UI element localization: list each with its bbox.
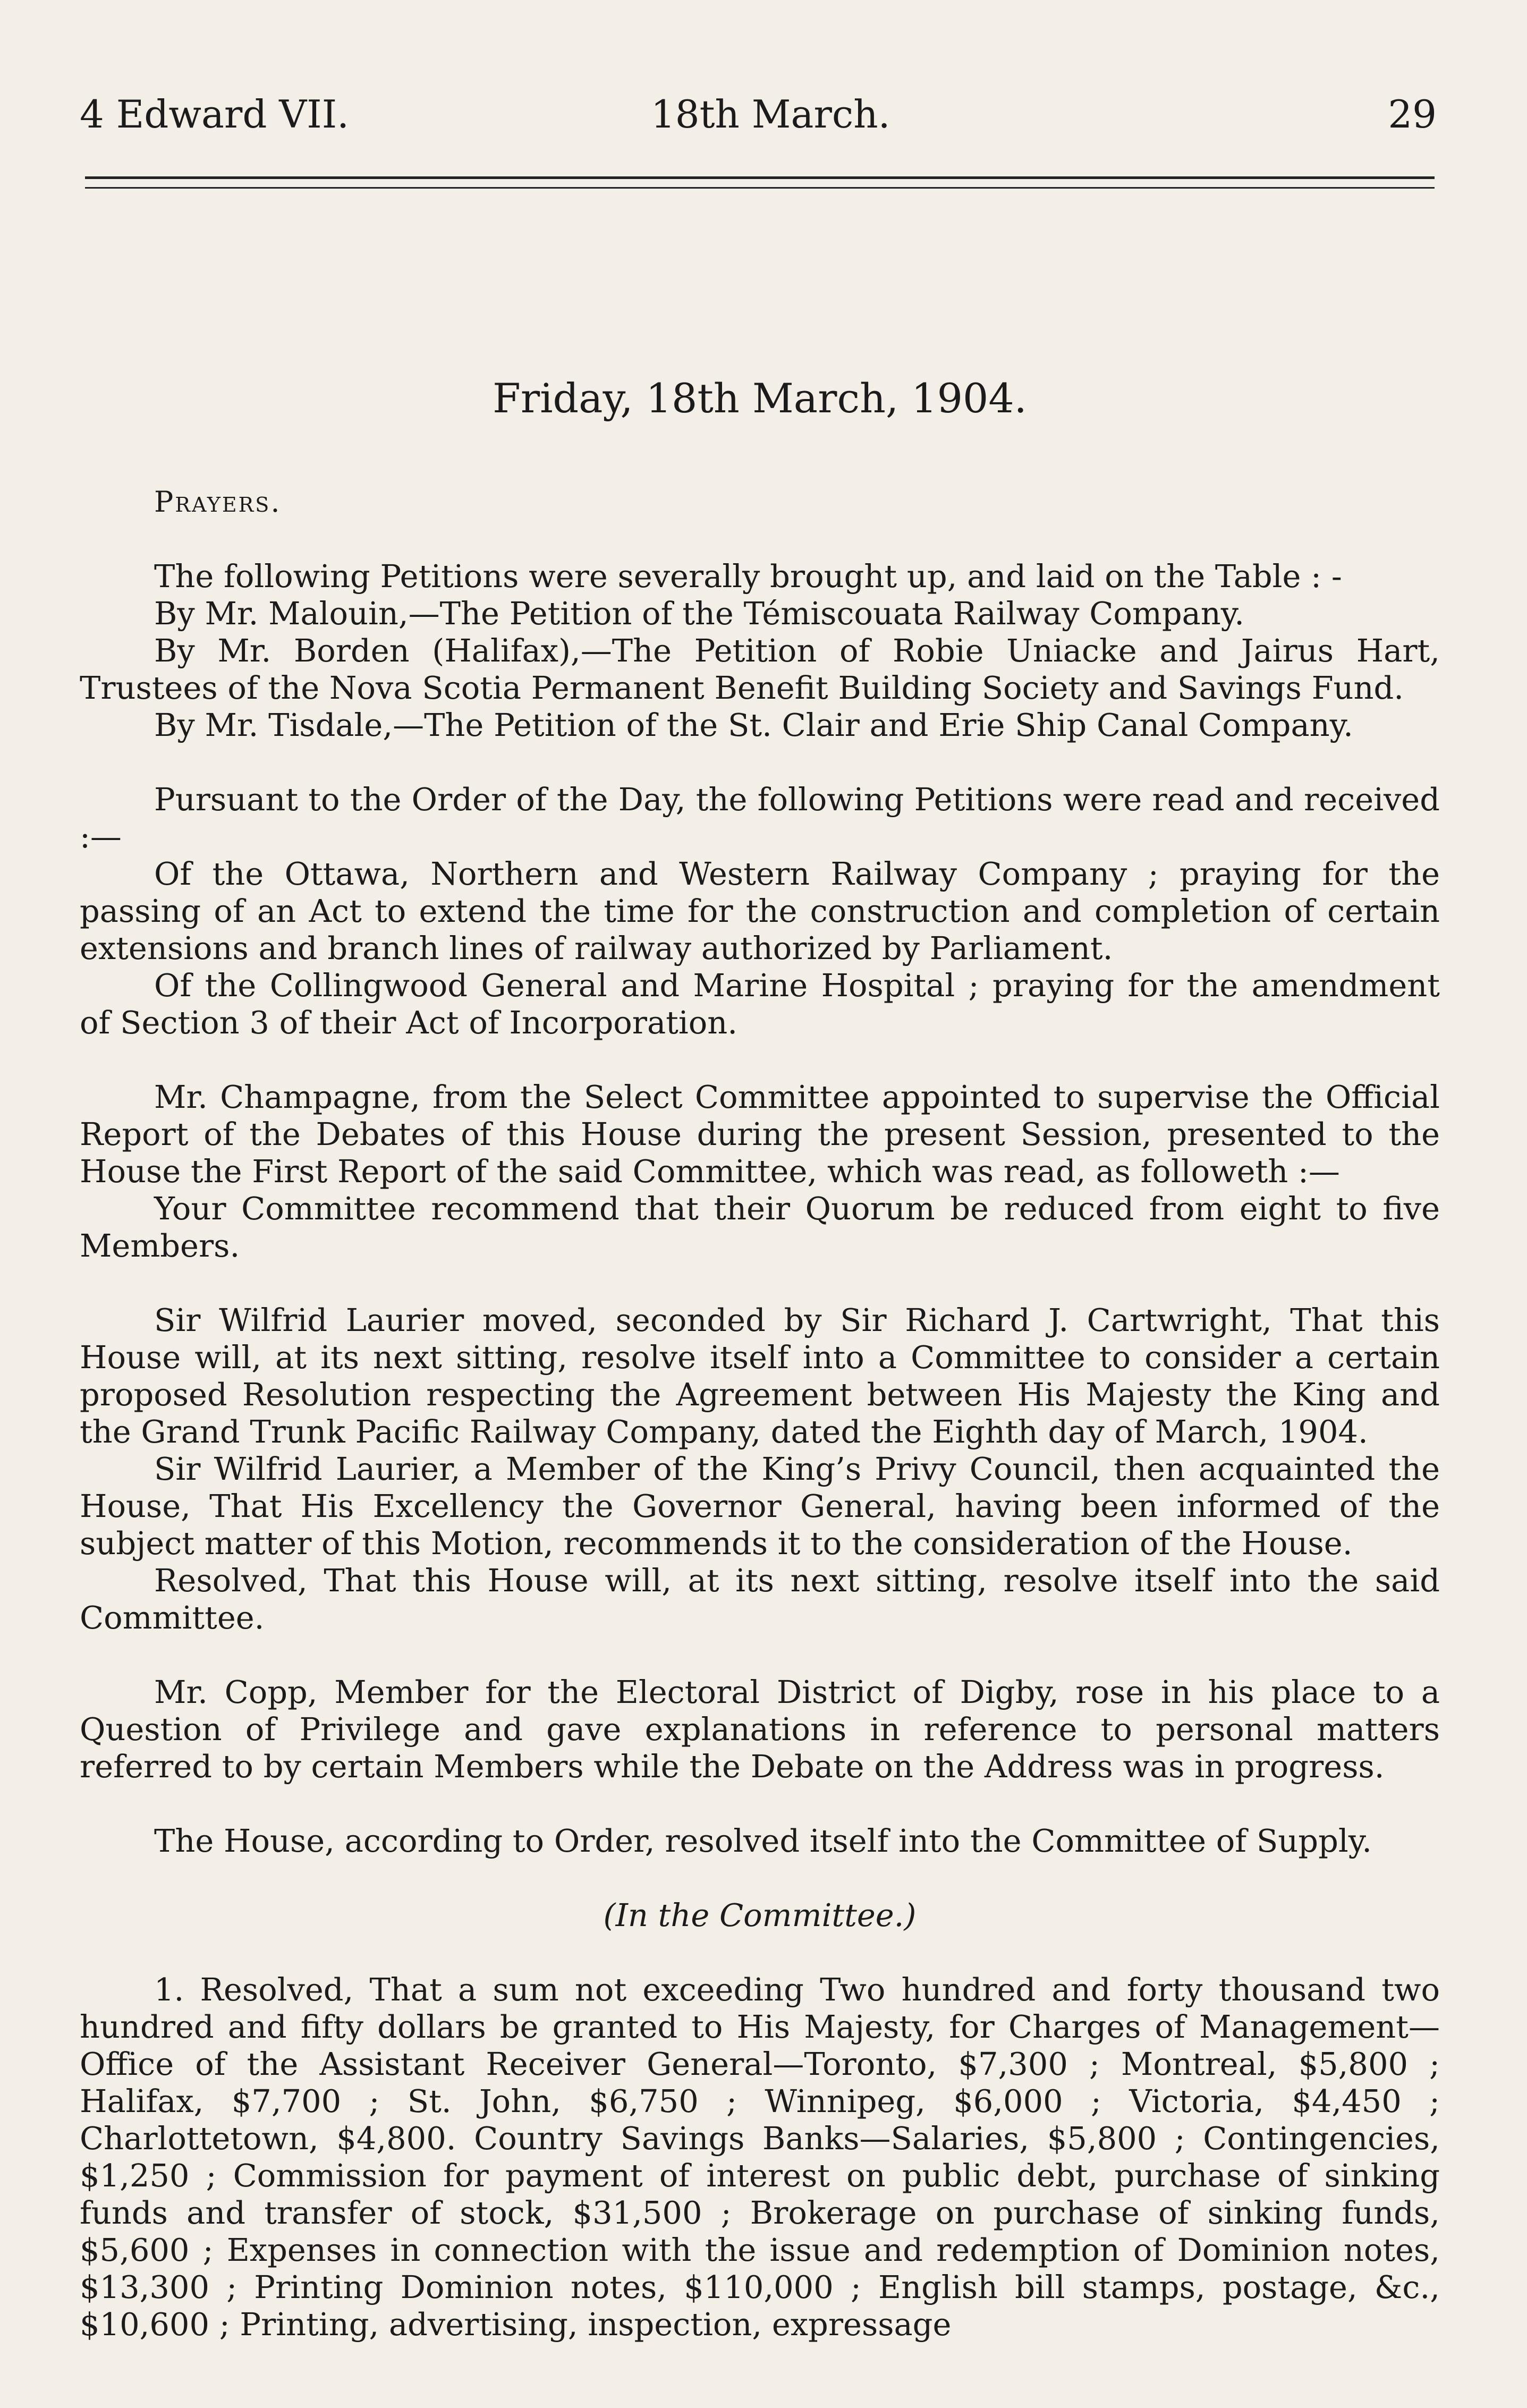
paragraph-petition-tisdale: By Mr. Tisdale,—The Petition of the St. Clair and Erie Ship Canal Company.: [154, 707, 1353, 743]
sitting-date-title: Friday, 18th March, 1904.: [493, 375, 1027, 422]
running-header: [80, 90, 1437, 138]
paragraph-copp-privilege: Mr. Copp, Member for the Electoral District of Digby, rose in his place to a Question of Privilege and gave explanations in reference to personal matters referred to by certain Members while the Debate on the Address was in progress.: [80, 1674, 1440, 1785]
paragraph-laurier-motion: Sir Wilfrid Laurier moved, seconded by Sir Richard J. Cartwright, That this House will, at its next sitting, resolve itself into a Committee to consider a certain proposed Resolution respecting the Agreement between His Majesty the King and the Grand Trunk Pacific Railway Company, dated the Eighth day of March, 1904.: [80, 1302, 1440, 1450]
paragraph-petitions-intro: The following Petitions were severally brought up, and laid on the Table : -: [154, 558, 1342, 595]
paragraph-petition-collingwood: Of the Collingwood General and Marine Hospital ; praying for the amendment of Section 3 of their Act of Incorporation.: [80, 967, 1440, 1041]
header-rule-thin: [85, 187, 1435, 189]
paragraph-quorum: Your Committee recommend that their Quorum be reduced from eight to five Members.: [80, 1190, 1440, 1264]
paragraph-resolved-committee: Resolved, That this House will, at its next sitting, resolve itself into the said Committee.: [80, 1562, 1440, 1636]
header-regnal-year: 4 Edward VII.: [80, 92, 350, 137]
header-rule-thick: [85, 176, 1435, 179]
paragraph-petition-borden: By Mr. Borden (Halifax),—The Petition of Robie Uniacke and Jairus Hart, Trustees of the Nova Scotia Permanent Benefit Building Society and Savings Fund.: [80, 632, 1440, 706]
paragraph-petitions-received: Pursuant to the Order of the Day, the following Petitions were read and received :—: [80, 781, 1440, 855]
paragraph-champagne-report: Mr. Champagne, from the Select Committee appointed to supervise the Official Report of the Debates of this House during the present Session, presented to the House the First Report of the said Committee, which was read, as followeth :—: [80, 1079, 1440, 1190]
prayers-heading: Prayers.: [154, 485, 282, 519]
paragraph-resolution-1: 1. Resolved, That a sum not exceeding Two hundred and forty thousand two hundred and fifty dollars be granted to His Majesty, for Charges of Management—Office of the Assistant Receiver General—Toronto, $7,300 ; Montreal, $5,800 ; Halifax, $7,700 ; St. John, $6,750 ; Winnipeg, $6,000 ; Victoria, $4,450 ; Charlottetown, $4,800. Country Savings Banks—Salaries, $5,800 ; Contingencies, $1,250 ; Commission for payment of interest on public debt, purchase of sinking funds and transfer of stock, $31,500 ; Brokerage on purchase of sinking funds, $5,600 ; Expenses in connection with the issue and redemption of Dominion notes, $13,300 ; Printing Dominion notes, $110,000 ; English bill stamps, postage, &c., $10,600 ; Printing, advertising, inspection, expressage: [80, 1971, 1440, 2343]
paragraph-privy-council: Sir Wilfrid Laurier, a Member of the King’s Privy Council, then acquainted the House, That His Excellency the Governor General, having been informed of the subject matter of this Motion, recommends it to the consideration of the House.: [80, 1451, 1440, 1562]
paragraph-petition-ottawa-railway: Of the Ottawa, Northern and Western Railway Company ; praying for the passing of an Act to extend the time for the construction and completion of certain extensions and branch lines of railway authorized by Parliament.: [80, 855, 1440, 966]
in-committee-heading: (In the Committee.): [603, 1897, 917, 1934]
header-date: 18th March.: [651, 92, 890, 137]
page-body: [80, 372, 1440, 2343]
paragraph-committee-of-supply: The House, according to Order, resolved itself into the Committee of Supply.: [154, 1822, 1372, 1859]
paragraph-petition-malouin: By Mr. Malouin,—The Petition of the Témiscouata Railway Company.: [154, 595, 1245, 632]
page-number: 29: [1388, 92, 1437, 137]
